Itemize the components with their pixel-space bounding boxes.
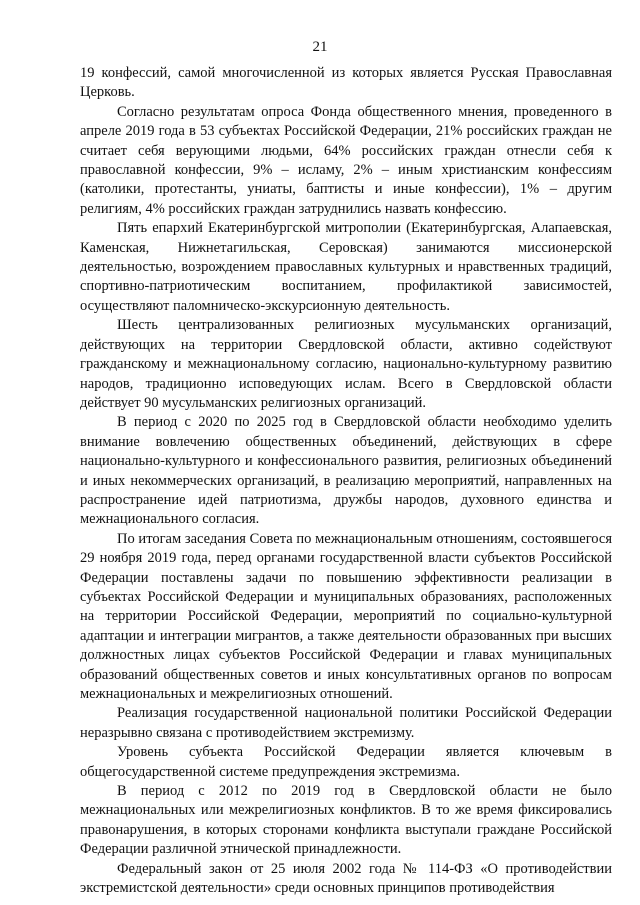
paragraph-council-meeting: По итогам заседания Совета по межнациональным отношениям, состоявшегося 29 ноября 2019 года, перед органами государственной власти субъектов Российской Федерации поставлены задачи по повышению эффективности реализации в субъектах Российской Федерации и муниципальных образованиях, расположенных на территории Российской Федерации, мероприятий по социально-культурной адаптации и интеграции мигрантов, а также деятельности образованных при высших должностных лицах субъектов Российской Федерации и главах муниципальных образований общественных советов и иных консультативных органов по вопросам межнациональных и межрелигиозных отношений. (80, 530, 612, 702)
paragraph-extremism-policy: Реализация государственной национальной политики Российской Федерации неразрывно связана с противодействием экстремизму. (80, 705, 612, 741)
paragraph-continuation: 19 конфессий, самой многочисленной из которых является Русская Православная Церковь. (80, 65, 612, 101)
paragraph-eparchies: Пять епархий Екатеринбургской митрополии (Екатеринбургская, Алапаевская, Каменская, Нижнетагильская, Серовская) занимаются миссионерской деятельностью, возрождением православных культурных и нравственных традиций, спортивно-патриотическим воспитанием, профилактикой зависимостей, осуществляют паломническо-экскурсионную деятельность. (80, 220, 612, 314)
paragraph-period-2012-2019: В период с 2012 по 2019 год в Свердловской области не было межнациональных или межрелигиозных конфликтов. В то же время фиксировались правонарушения, в которых сторонами конфликта выступали граждане Российской Федерации различной этнической принадлежности. (80, 783, 612, 858)
page-number: 21 (312, 39, 328, 55)
paragraph-muslim-organizations: Шесть централизованных религиозных мусульманских организаций, действующих на территории Свердловской области, активно содействуют гражданскому и межнациональному согласию, национально-культурному развитию народов, традиционно исповедующих ислам. Всего в Свердловской области действует 90 мусульманских религиозных организаций. (80, 317, 612, 411)
body-text (80, 64, 612, 898)
paragraph-survey-results: Согласно результатам опроса Фонда общественного мнения, проведенного в апреле 2019 года в 53 субъектах Российской Федерации, 21% российских граждан не считает себя верующими людьми, 64% российских граждан отнесли себя к православной конфессии, 9% – исламу, 2% – иным христианским конфессиям (католики, протестанты, униаты, баптисты и иные конфессии), 1% – другим религиям, 4% российских граждан затруднились назвать конфессию. (80, 103, 612, 217)
paragraph-period-2020-2025: В период с 2020 по 2025 год в Свердловской области необходимо уделить внимание вовлечению общественных объединений, действующих в сфере национально-культурного и конфессионального развития, религиозных объединений и иных некоммерческих организаций, в реализацию мероприятий, направленных на распространение идей патриотизма, дружбы народов, духовного единства и межнационального согласия. (80, 414, 612, 528)
paragraph-subject-level: Уровень субъекта Российской Федерации является ключевым в общегосударственной системе предупреждения экстремизма. (80, 744, 612, 780)
paragraph-federal-law: Федеральный закон от 25 июля 2002 года № 114-ФЗ «О противодействии экстремистской деятельности» среди основных принципов противодействия (80, 860, 612, 897)
